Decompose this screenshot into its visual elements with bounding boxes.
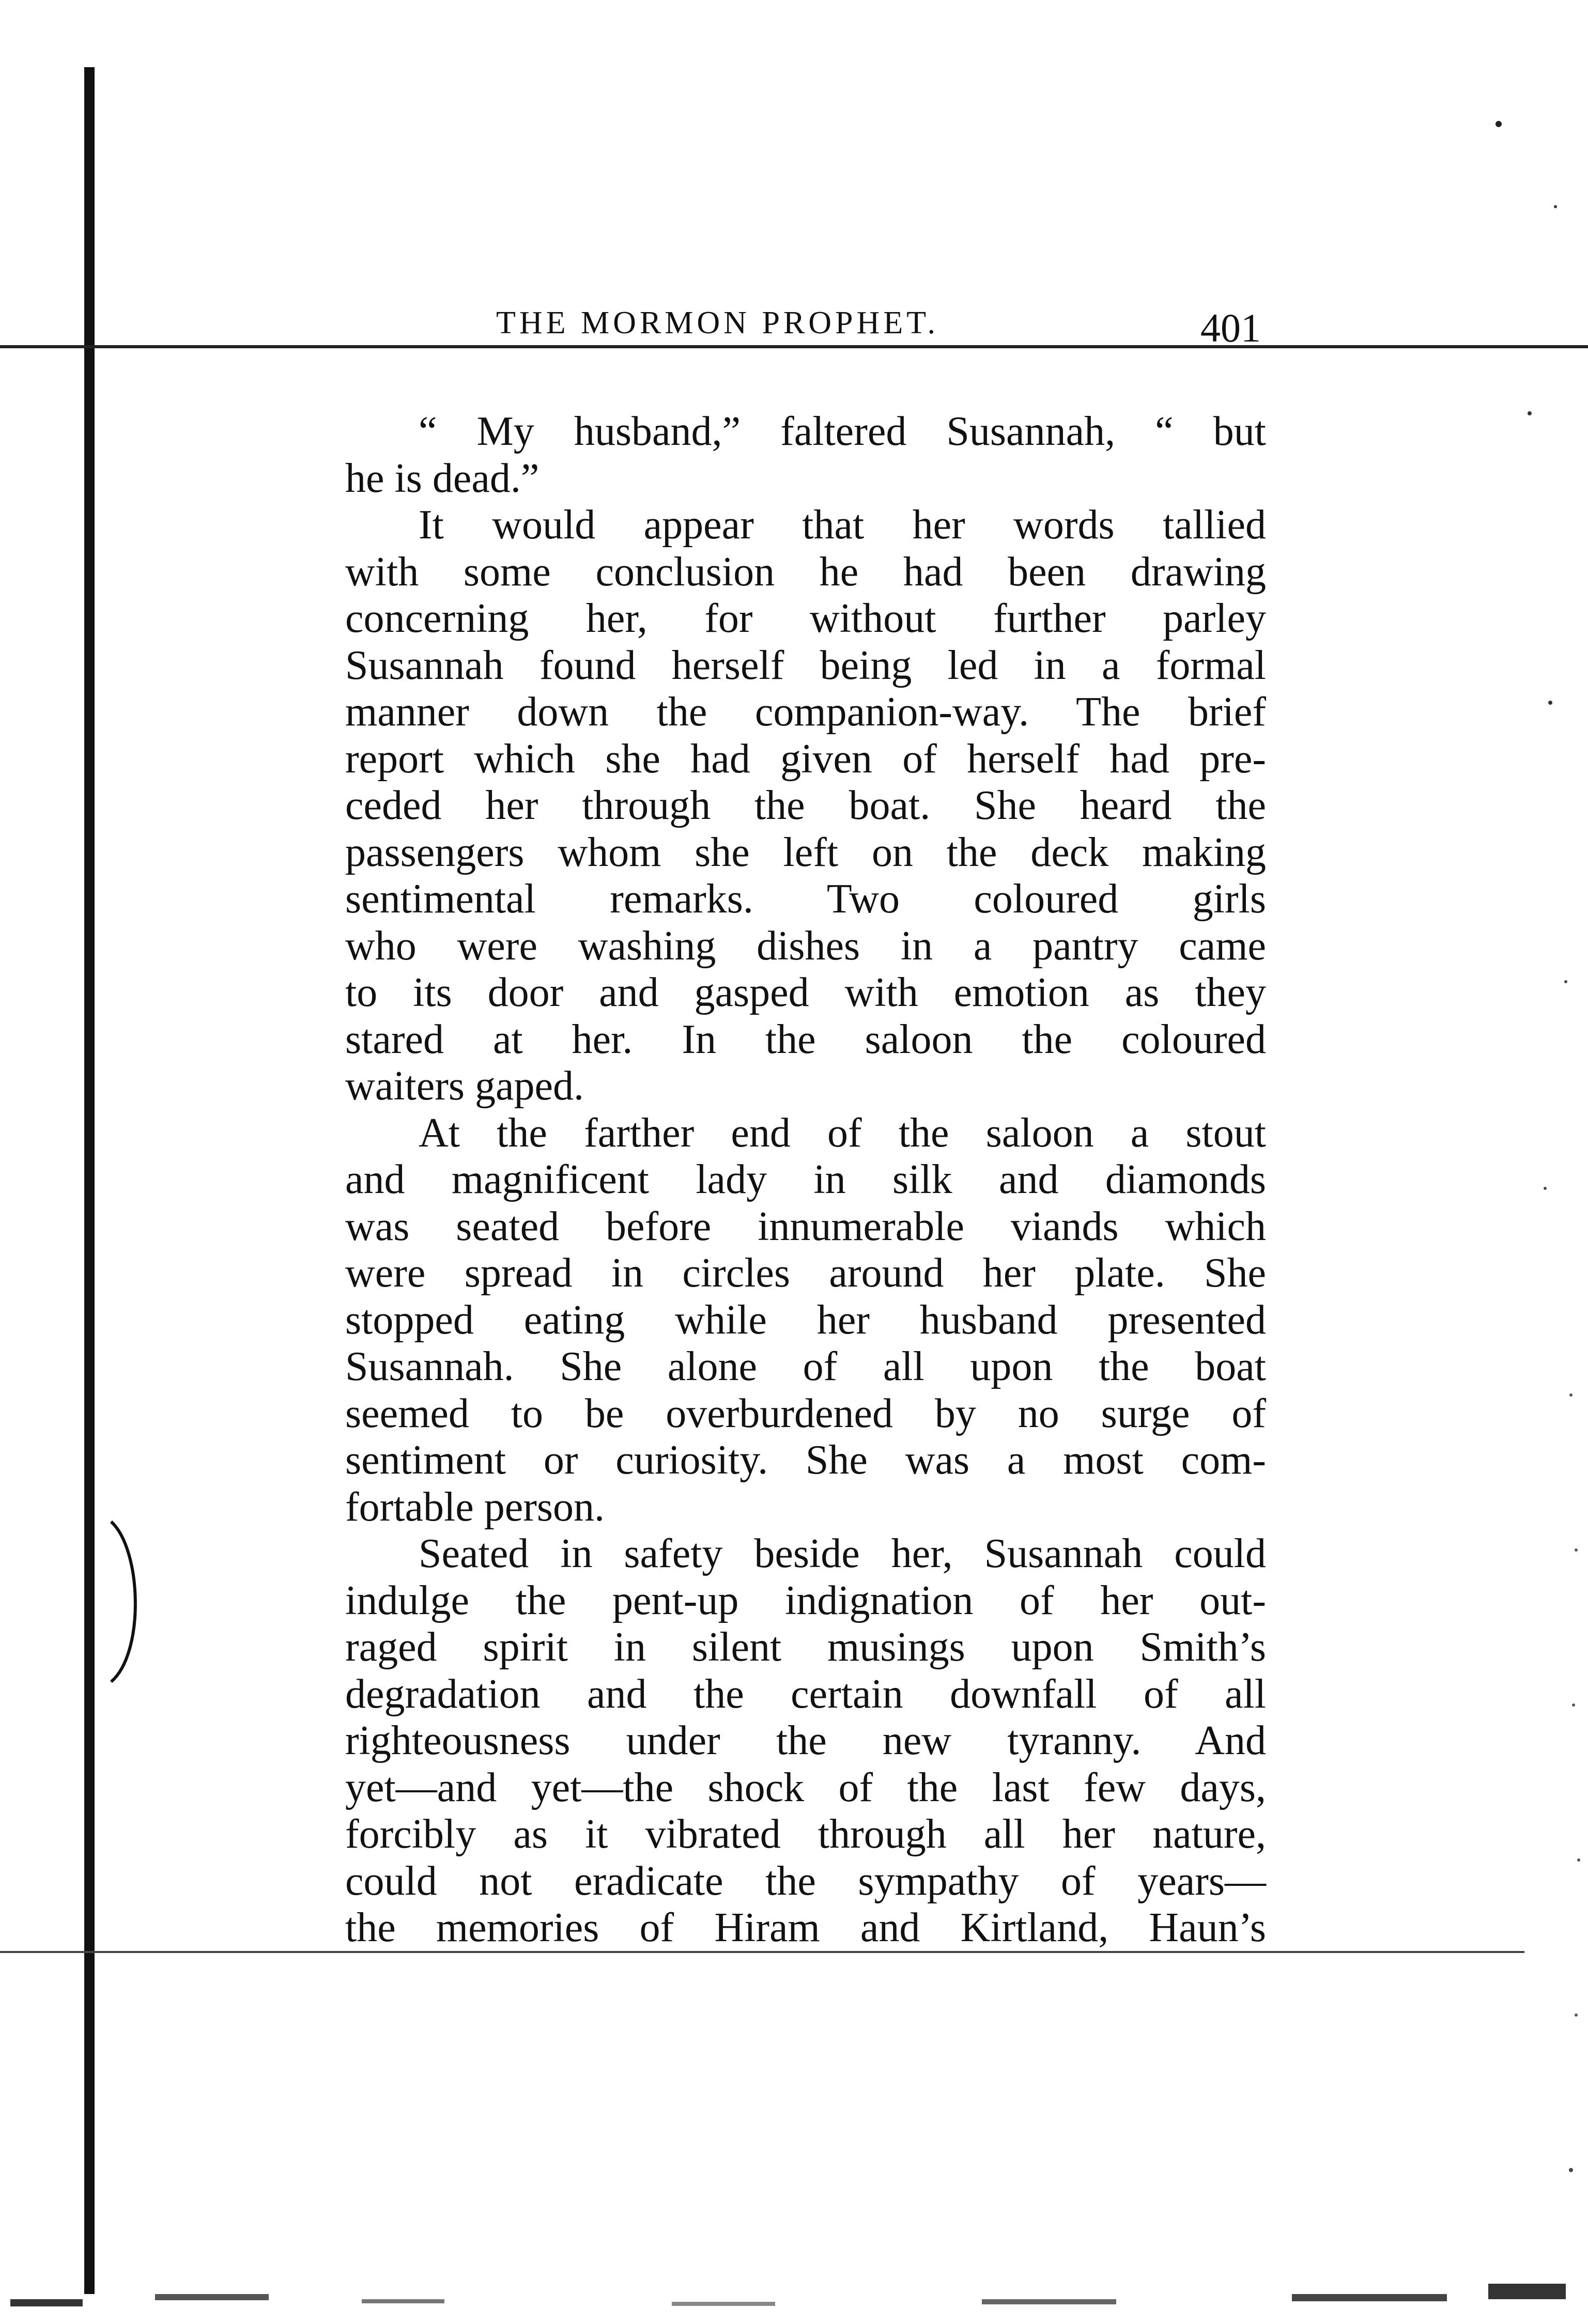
text-line: Susannah found herself being led in a formal [345, 642, 1266, 688]
text-line: stared at her. In the saloon the coloured [345, 1016, 1266, 1062]
scan-binding-edge [84, 67, 95, 2294]
scan-edge-noise-bottom [0, 2222, 1588, 2324]
body-text [345, 408, 1266, 1951]
text-line: could not eradicate the sympathy of years— [345, 1858, 1266, 1904]
scan-edge-noise-right [1468, 52, 1588, 2273]
text-line: were spread in circles around her plate. She [345, 1250, 1266, 1296]
text-line: with some conclusion he had been drawing [345, 549, 1266, 595]
scan-footer-rule [0, 1951, 1524, 1953]
text-line: manner down the companion-way. The brief [345, 689, 1266, 735]
text-line: forcibly as it vibrated through all her nature, [345, 1811, 1266, 1857]
text-line: sentimental remarks. Two coloured girls [345, 876, 1266, 922]
text-line: who were washing dishes in a pantry came [345, 923, 1266, 969]
text-line: It would appear that her words tallied [419, 502, 1266, 548]
text-line: and magnificent lady in silk and diamonds [345, 1157, 1266, 1202]
text-line: Susannah. She alone of all upon the boat [345, 1344, 1266, 1389]
text-line: stopped eating while her husband presented [345, 1297, 1266, 1343]
text-line: sentiment or curiosity. She was a most com- [345, 1437, 1266, 1483]
text-line: righteousness under the new tyranny. And [345, 1718, 1266, 1763]
running-head [496, 305, 1261, 350]
text-line: report which she had given of herself had pre- [345, 736, 1266, 782]
text-line: At the farther end of the saloon a stout [419, 1110, 1266, 1156]
text-line: raged spirit in silent musings upon Smith’s [345, 1624, 1266, 1670]
text-line: passengers whom she left on the deck making [345, 829, 1266, 875]
text-line: the memories of Hiram and Kirtland, Haun’s [345, 1905, 1266, 1950]
text-line: Seated in safety beside her, Susannah could [419, 1531, 1266, 1576]
text-line: fortable person. [345, 1484, 605, 1530]
text-line: degradation and the certain downfall of all [345, 1671, 1266, 1717]
margin-bracket-mark [106, 1519, 152, 1684]
text-line: was seated before innumerable viands which [345, 1203, 1266, 1249]
text-line: ceded her through the boat. She heard the [345, 783, 1266, 828]
text-line: concerning her, for without further parley [345, 596, 1266, 641]
text-line: indulge the pent-up indignation of her out- [345, 1577, 1266, 1623]
page-number: 401 [1200, 305, 1261, 350]
running-head-title: THE MORMON PROPHET. [496, 305, 939, 340]
text-line: seemed to be overburdened by no surge of [345, 1390, 1266, 1436]
text-line: he is dead.” [345, 455, 539, 501]
text-line: “ My husband,” faltered Susannah, “ but [419, 409, 1266, 454]
text-line: to its door and gasped with emotion as they [345, 970, 1266, 1015]
text-line: yet—and yet—the shock of the last few days, [345, 1764, 1266, 1810]
text-line: waiters gaped. [345, 1063, 584, 1109]
